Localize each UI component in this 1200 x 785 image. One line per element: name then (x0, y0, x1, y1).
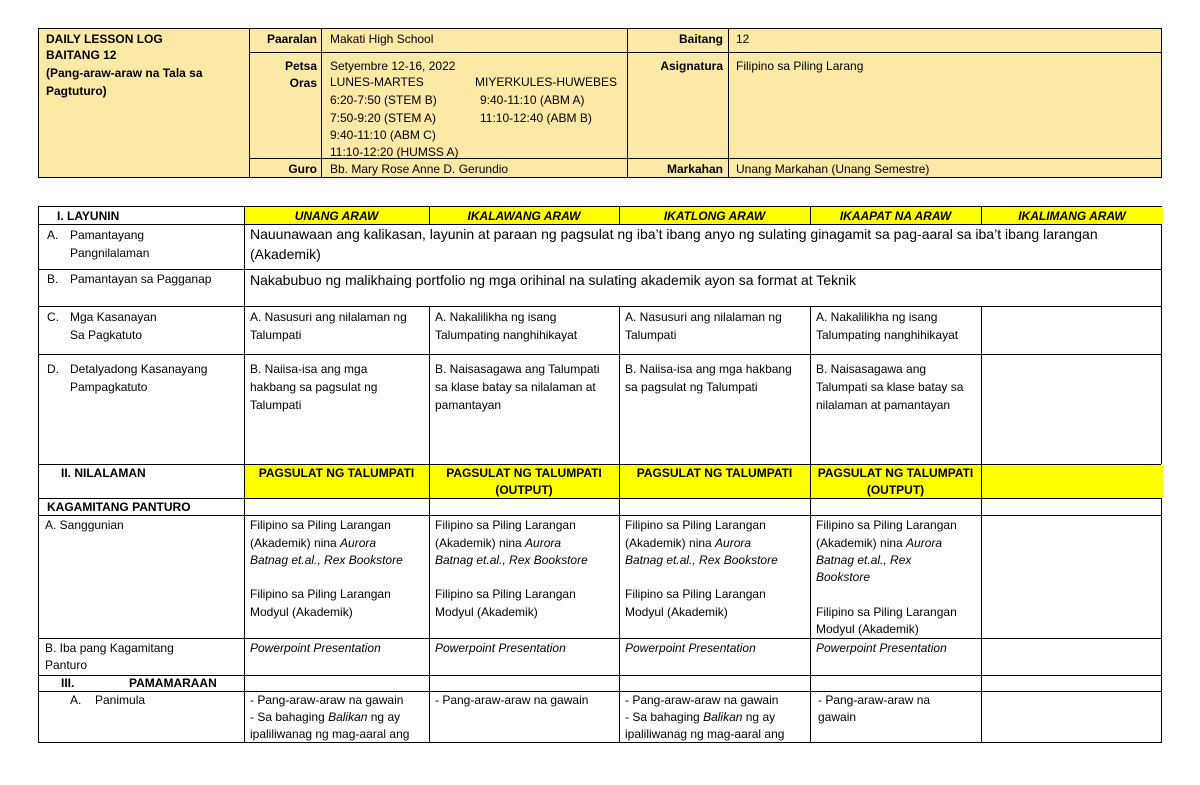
iba-pang-label: Panturo (45, 658, 88, 672)
detalyadong-cell: B. Naisasagawa ang Talumpati (435, 362, 600, 376)
markahan-label: Markahan (666, 162, 723, 176)
detalyadong-cell: Talumpati sa klase batay sa (816, 380, 964, 394)
petsa-label: Petsa (284, 59, 317, 73)
column-header-day1: UNANG ARAW (294, 209, 379, 223)
sanggunian-cell: Filipino sa Piling Larangan (816, 605, 957, 619)
paaralan-label: Paaralan (266, 32, 317, 46)
sanggunian-cell: Batnag et.al., Rex Bookstore (625, 553, 778, 567)
iba-pang-cell: Powerpoint Presentation (250, 641, 381, 655)
panimula-cell: - Sa bahaging Balikan ng ay (250, 710, 401, 724)
panimula-cell: - Pang-araw-araw na gawain (250, 693, 404, 707)
title-line: BAITANG 12 (46, 48, 117, 62)
column-header-day4: IKAAPAT NA ARAW (839, 209, 952, 223)
schedule-right: 9:40-11:10 (ABM A) (480, 93, 585, 107)
panimula-cell: gawain (818, 710, 857, 724)
detalyadong-cell: sa pagsulat ng Talumpati (625, 380, 758, 394)
schedule-left: 7:50-9:20 (STEM A) (330, 111, 437, 125)
kasanayan-cell: A. Nasusuri ang nilalaman ng (250, 310, 407, 324)
sanggunian-cell: Batnag et.al., Rex (816, 553, 912, 567)
baitang-value: 12 (736, 32, 750, 46)
detalyadong-cell: hakbang sa pagsulat ng (250, 380, 378, 394)
schedule-left: 11:10-12:20 (HUMSS A) (330, 145, 459, 159)
sanggunian-cell: Filipino sa Piling Larangan (435, 518, 576, 532)
sanggunian-cell: Batnag et.al., Rex Bookstore (435, 553, 588, 567)
asignatura-label: Asignatura (660, 59, 723, 73)
nilalaman-cell: PAGSULAT NG TALUMPATI (817, 466, 974, 480)
iba-pang-cell: Powerpoint Presentation (435, 641, 566, 655)
detalyadong-cell: B. Naiisa-isa ang mga (250, 362, 368, 376)
lesson-table (38, 206, 1162, 743)
row-a-prefix: A. (47, 228, 59, 242)
nilalaman-label: II. NILALAMAN (61, 466, 146, 480)
kasanayan-cell: Talumpating nanghihikayat (435, 328, 578, 342)
schedule-left: 9:40-11:10 (ABM C) (330, 128, 436, 142)
kasanayan-cell: A. Nakalilikha ng isang (435, 310, 557, 324)
sanggunian-cell: (Akademik) nina Aurora (625, 536, 752, 550)
pamantayang-pangnilalaman: (Akademik) (250, 246, 321, 262)
nilalaman-cell: (OUTPUT) (495, 483, 553, 497)
kasanayan-cell: Talumpati (625, 328, 677, 342)
column-header-day3: IKATLONG ARAW (663, 209, 766, 223)
sanggunian-cell: Filipino sa Piling Larangan (816, 518, 957, 532)
sanggunian-cell: Modyul (Akademik) (625, 605, 728, 619)
sanggunian-cell: (Akademik) nina Aurora (435, 536, 562, 550)
row-a-label: Pangnilalaman (70, 246, 150, 260)
oras-label: Oras (289, 76, 317, 90)
sanggunian-cell: Modyul (Akademik) (435, 605, 538, 619)
kagamitang-panturo-label: KAGAMITANG PANTURO (47, 500, 191, 514)
panimula-cell: ipaliliwanag ng mag-aaral ang (250, 727, 410, 741)
sanggunian-cell: Filipino sa Piling Larangan (250, 518, 391, 532)
panimula-label: Panimula (95, 693, 146, 707)
detalyadong-cell: sa klase batay sa nilalaman at (435, 380, 596, 394)
guro-label: Guro (288, 162, 317, 176)
sanggunian-cell: Bookstore (816, 570, 871, 584)
sanggunian-cell: (Akademik) nina Aurora (250, 536, 377, 550)
sanggunian-cell: Batnag et.al., Rex Bookstore (250, 553, 403, 567)
sanggunian-cell: Modyul (Akademik) (816, 622, 919, 636)
detalyadong-cell: pamantayan (435, 398, 502, 412)
schedule-left: 6:20-7:50 (STEM B) (330, 93, 437, 107)
asignatura-value: Filipino sa Piling Larang (736, 59, 864, 73)
title-line: (Pang-araw-araw na Tala sa (46, 66, 203, 80)
petsa-value: Setyembre 12-16, 2022 (330, 59, 456, 73)
sanggunian-cell: Filipino sa Piling Larangan (435, 587, 576, 601)
row-a-label: Pamantayang (70, 228, 145, 242)
paaralan-value: Makati High School (330, 32, 434, 46)
row-d-label: Pampagkatuto (70, 380, 148, 394)
panimula-cell: - Pang-araw-araw na (818, 693, 931, 707)
detalyadong-cell: B. Naisasagawa ang (816, 362, 927, 376)
sanggunian-label: A. Sanggunian (45, 518, 124, 532)
title-line: DAILY LESSON LOG (46, 32, 163, 46)
schedule-right: MIYERKULES-HUWEBES (475, 75, 618, 89)
pamamaraan-label: PAMAMARAAN (129, 676, 217, 690)
row-d-label: Detalyadong Kasanayang (70, 362, 208, 376)
schedule-left: LUNES-MARTES (330, 75, 424, 89)
pamamaraan-number: III. (61, 676, 75, 690)
panimula-cell: - Pang-araw-araw na gawain (435, 693, 589, 707)
sanggunian-cell: Filipino sa Piling Larangan (625, 587, 766, 601)
nilalaman-cell: (OUTPUT) (866, 483, 925, 497)
detalyadong-cell: Talumpati (250, 398, 302, 412)
detalyadong-cell: nilalaman at pamantayan (816, 398, 951, 412)
kasanayan-cell: A. Nasusuri ang nilalaman ng (625, 310, 782, 324)
row-c-label: Sa Pagkatuto (70, 328, 143, 342)
panimula-prefix: A. (70, 693, 82, 707)
kasanayan-cell: A. Nakalilikha ng isang (816, 310, 938, 324)
guro-value: Bb. Mary Rose Anne D. Gerundio (330, 162, 509, 176)
column-header-day2: IKALAWANG ARAW (467, 209, 581, 223)
panimula-cell: ipaliliwanag ng mag-aaral ang (625, 727, 785, 741)
iba-pang-label: B. Iba pang Kagamitang (45, 641, 174, 655)
nilalaman-cell: PAGSULAT NG TALUMPATI (258, 466, 415, 480)
title-line: Pagtuturo) (46, 84, 107, 98)
sanggunian-cell: (Akademik) nina Aurora (816, 536, 943, 550)
sanggunian-cell: Filipino sa Piling Larangan (250, 587, 391, 601)
nilalaman-cell: PAGSULAT NG TALUMPATI (446, 466, 602, 480)
iba-pang-cell: Powerpoint Presentation (625, 641, 756, 655)
header-table (38, 28, 1162, 178)
row-c-label: Mga Kasanayan (70, 310, 157, 324)
baitang-label: Baitang (678, 32, 723, 46)
row-b-prefix: B. (47, 272, 59, 286)
detalyadong-cell: B. Naiisa-isa ang mga hakbang (625, 362, 792, 376)
column-header-day5: IKALIMANG ARAW (1018, 209, 1126, 223)
kasanayan-cell: Talumpating nanghihikayat (816, 328, 959, 342)
sanggunian-cell: Filipino sa Piling Larangan (625, 518, 766, 532)
sanggunian-cell: Modyul (Akademik) (250, 605, 353, 619)
row-b-label: Pamantayan sa Pagganap (70, 272, 212, 286)
row-c-prefix: C. (47, 310, 59, 324)
schedule-right: 11:10-12:40 (ABM B) (480, 111, 592, 125)
iba-pang-cell: Powerpoint Presentation (816, 641, 947, 655)
row-d-prefix: D. (47, 362, 59, 376)
kasanayan-cell: Talumpati (250, 328, 302, 342)
panimula-cell: - Pang-araw-araw na gawain (625, 693, 779, 707)
column-header-layunin: I. LAYUNIN (57, 209, 120, 223)
panimula-cell: - Sa bahaging Balikan ng ay (625, 710, 776, 724)
markahan-value: Unang Markahan (Unang Semestre) (736, 162, 930, 176)
pamantayang-pangnilalaman: Nauunawaan ang kalikasan, layunin at paraan ng pagsulat ng iba’t ibang anyo ng sulating ginagamit sa pag-aaral sa iba’t ibang larangan (250, 226, 1098, 242)
pamantayan-sa-pagganap: Nakabubuo ng malikhaing portfolio ng mga orihinal na sulating akademik ayon sa format at Teknik (250, 272, 856, 288)
nilalaman-cell: PAGSULAT NG TALUMPATI (636, 466, 793, 480)
